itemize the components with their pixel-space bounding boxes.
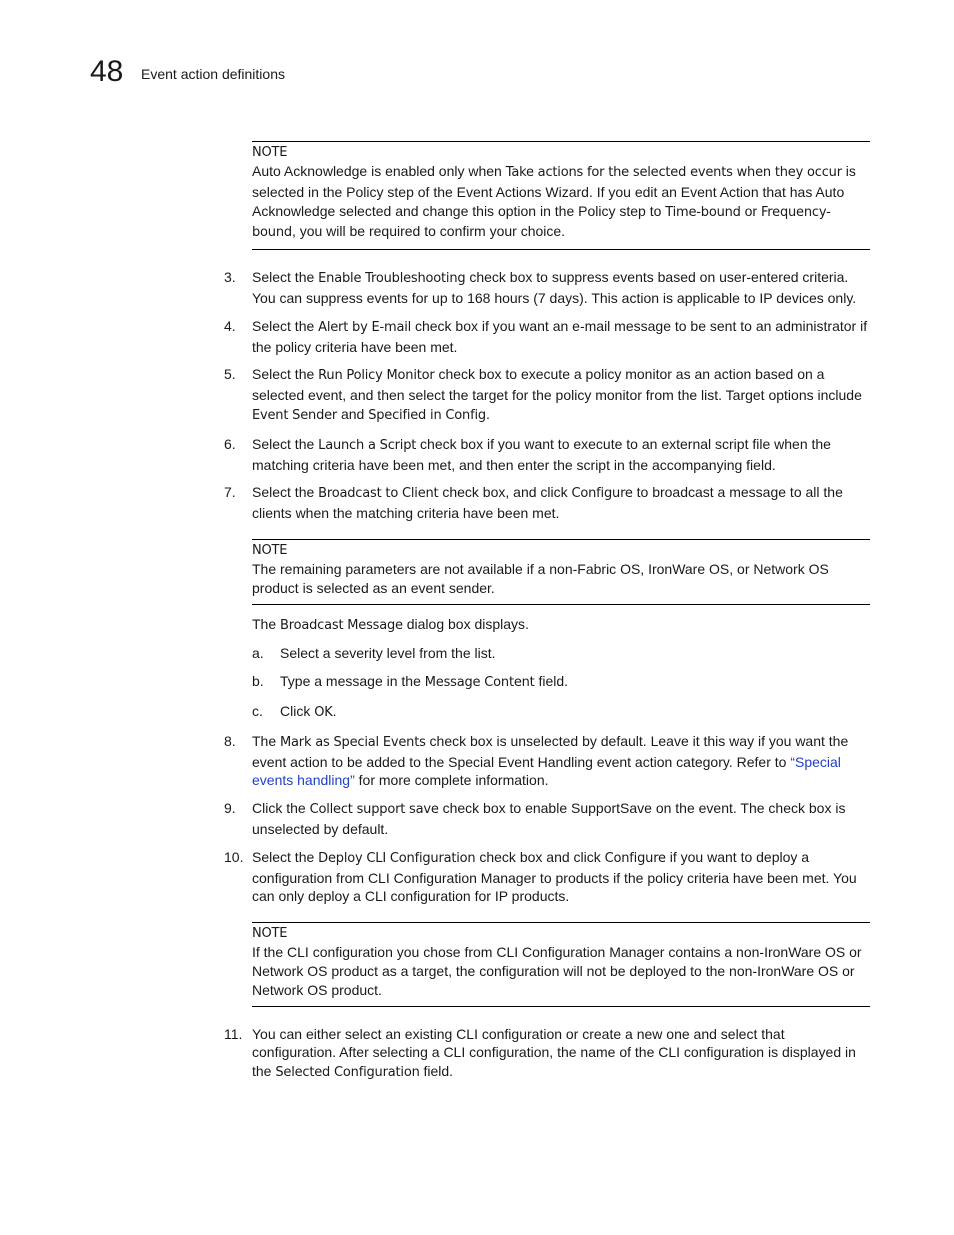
step-9 — [224, 799, 870, 839]
step-text: Select the Launch a Script check box if you want to execute to an external script file when the matching criteria have been met, and then enter the script in the accompanying field. — [252, 435, 831, 473]
chapter-title: Event action definitions — [141, 66, 285, 82]
step-3 — [224, 268, 870, 308]
note-label: NOTE — [252, 542, 288, 558]
broadcast-message-paragraph: The Broadcast Message dialog box displays. — [252, 615, 529, 633]
step-11 — [224, 1025, 870, 1083]
step-text: The Mark as Special Events check box is unselected by default. Leave it this way if you want the event action to be added to the Special Event Handling event action category. Refer to “Special events handling” for more complete information. — [252, 732, 849, 789]
step-number: 7. — [224, 484, 236, 501]
step-number: 11. — [224, 1025, 243, 1042]
step-text: Select the Alert by E-mail check box if you want an e-mail message to be sent to an administrator if the policy criteria have been met. — [252, 317, 868, 355]
step-6 — [224, 435, 870, 475]
step-text: Select the Enable Troubleshooting check box to suppress events based on user-entered criteria. You can suppress events for up to 168 hours (7 days). This action is applicable to IP devices only. — [252, 269, 857, 306]
main-content — [224, 141, 870, 1092]
note-text: If the CLI configuration you chose from CLI Configuration Manager contains a non-IronWare OS or Network OS product as a target, the configuration will not be deployed to the non-IronWare OS or Network OS product. — [252, 944, 862, 998]
step-5 — [224, 365, 870, 425]
chapter-number: 48 — [90, 55, 124, 88]
step-text: Click the Collect support save check box to enable SupportSave on the event. The check box is unselected by default. — [252, 800, 846, 837]
step-text: Select the Deploy CLI Configuration check box and click Configure if you want to deploy a configuration from CLI Configuration Manager to products if the policy criteria have been met. You can only deploy a CLI configuration for IP products. — [252, 848, 857, 905]
substep-a — [252, 644, 870, 663]
note-text: Auto Acknowledge is enabled only when Take actions for the selected events when they occur is selected in the Policy step of the Event Actions Wizard. If you edit an Event Action that has Auto Acknowledge selected and change this option in the Policy step to Time-bound or Frequency-bound, you will be required to confirm your choice. — [252, 163, 856, 241]
step-number: 3. — [224, 269, 236, 286]
step-4 — [224, 317, 870, 357]
step-8 — [224, 732, 870, 790]
step-number: 10. — [224, 848, 244, 865]
step-7 — [224, 483, 870, 523]
step-text: Select the Run Policy Monitor check box to execute a policy monitor as an action based on a selected event, and then select the target for the policy monitor from the list. Target options include Event Sender and Specified in Config. — [252, 366, 862, 423]
note-auto-acknowledge — [252, 141, 870, 250]
substep-text: Click OK. — [280, 702, 337, 720]
step-10 — [224, 848, 870, 906]
step-number: 4. — [224, 317, 236, 334]
note-label: NOTE — [252, 145, 288, 160]
substep-letter: a. — [252, 645, 264, 662]
note-cli-configuration — [252, 922, 870, 1006]
step-number: 6. — [224, 435, 236, 452]
step-number: 9. — [224, 800, 236, 817]
note-remaining-parameters — [252, 539, 870, 605]
substep-letter: c. — [252, 702, 263, 719]
substep-text: Type a message in the Message Content field. — [280, 673, 569, 691]
substep-letter: b. — [252, 673, 264, 690]
substep-b — [252, 672, 870, 693]
substep-text: Select a severity level from the list. — [280, 645, 496, 662]
substep-c — [252, 702, 870, 723]
step-text: You can either select an existing CLI configuration or create a new one and select that configuration. After selecting a CLI configuration, the name of the CLI configuration is displayed in the Selected Configuration field. — [252, 1025, 856, 1081]
note-label: NOTE — [252, 926, 288, 942]
step-text: Select the Broadcast to Client check box, and click Configure to broadcast a message to all the clients when the matching criteria have been met. — [252, 484, 843, 522]
note-text: The remaining parameters are not available if a non-Fabric OS, IronWare OS, or Network OS product is selected as an event sender. — [252, 560, 829, 596]
special-events-handling-link[interactable]: “Special events handling” — [252, 753, 841, 789]
step-number: 8. — [224, 732, 236, 749]
step-number: 5. — [224, 366, 236, 383]
